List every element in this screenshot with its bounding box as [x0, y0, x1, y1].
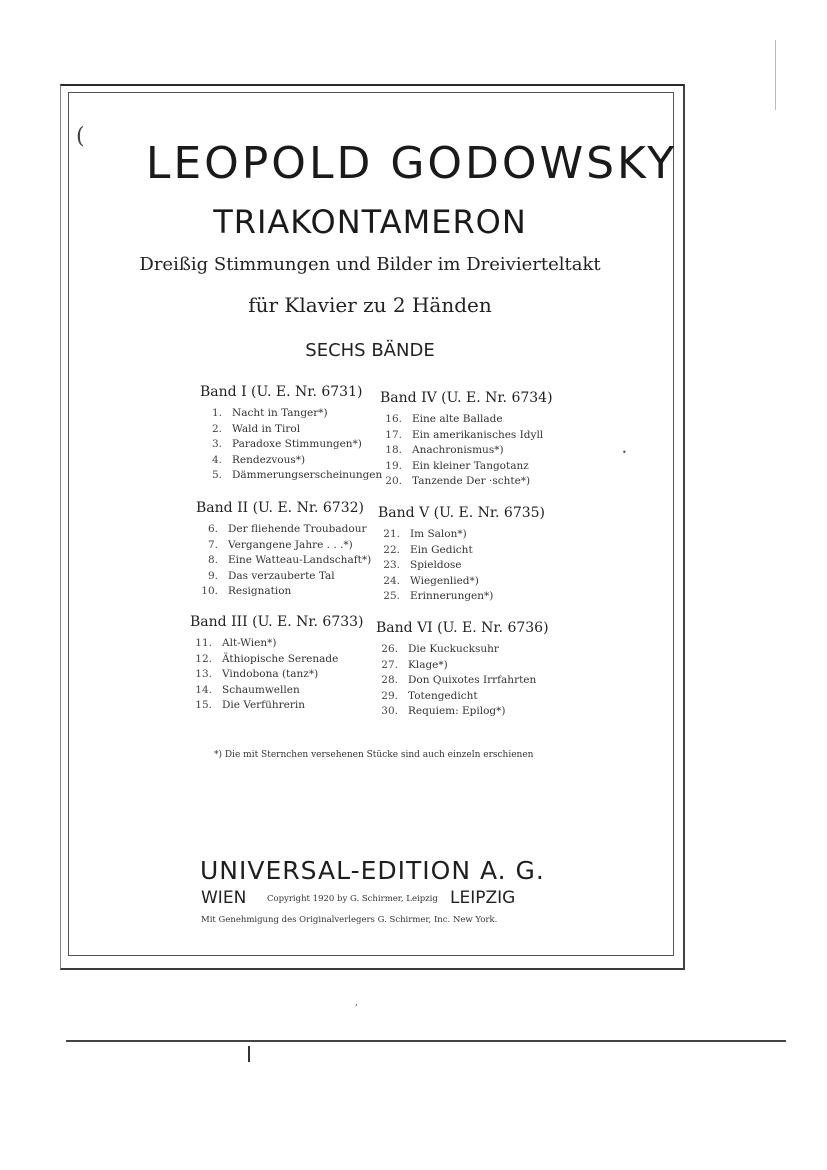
list-item: 2. Wald in Tirol: [211, 422, 301, 435]
publisher-name: UNIVERSAL-EDITION A. G.: [200, 856, 545, 885]
band-list: [376, 642, 549, 720]
list-item: 20. Tanzende Der ·schte*): [385, 475, 531, 487]
list-item: 13. Vindobona (tanz*): [195, 668, 319, 680]
list-item: 4. Rendezvous*): [211, 453, 306, 466]
list-item: 27. Klage*): [381, 658, 448, 671]
scan-mark: (: [76, 124, 85, 149]
band-4: [380, 390, 553, 490]
composer-name: LEOPOLD GODOWSKY: [145, 138, 678, 189]
copyright-notice: Copyright 1920 by G. Schirmer, Leipzig: [267, 894, 438, 904]
list-item: 11. Alt-Wien*): [195, 637, 277, 649]
work-title: TRIAKONTAMERON: [213, 203, 527, 241]
permission-notice: Mit Genehmigung des Originalverlegers G. Schirmer, Inc. New York.: [201, 915, 498, 925]
band-heading: Band VI (U. E. Nr. 6736): [376, 620, 549, 636]
list-item: 3. Paradoxe Stimmungen*): [211, 438, 362, 450]
list-item: 21. Im Salon*): [383, 528, 467, 540]
band-3: [190, 614, 364, 714]
footnote: *) Die mit Sternchen versehenen Stücke sind auch einzeln erschienen: [214, 750, 534, 760]
list-item: 28. Don Quixotes Irrfahrten: [381, 674, 537, 686]
scan-speck: •: [622, 448, 627, 457]
band-1: [200, 384, 382, 484]
list-item: 9. Das verzauberte Tal: [207, 569, 335, 582]
band-2: [196, 500, 371, 600]
list-item: 29. Totengedicht: [381, 689, 478, 702]
city-wien: WIEN: [201, 888, 247, 908]
list-item: 17. Ein amerikanisches Idyll: [385, 428, 544, 441]
band-6: [376, 620, 549, 720]
list-item: 5. Dämmerungserscheinungen: [211, 469, 383, 481]
scan-edge-line: [66, 1040, 786, 1042]
subtitle: Dreißig Stimmungen und Bilder im Dreivierteltakt: [139, 254, 601, 275]
list-item: 15. Die Verführerin: [195, 699, 305, 711]
list-item: 12. Äthiopische Serenade: [195, 652, 339, 665]
list-item: 6. Der fliehende Troubadour: [207, 523, 367, 535]
list-item: 24. Wiegenlied*): [383, 574, 479, 587]
list-item: 25. Erinnerungen*): [383, 590, 494, 602]
city-leipzig: LEIPZIG: [450, 888, 516, 908]
list-item: 10. Resignation: [201, 585, 292, 597]
band-5: [378, 505, 545, 605]
list-item: 26. Die Kuckucksuhr: [381, 643, 499, 655]
list-item: 16. Eine alte Ballade: [385, 413, 503, 425]
band-list: [196, 522, 371, 600]
band-heading: Band I (U. E. Nr. 6731): [200, 384, 363, 400]
band-list: [190, 636, 364, 714]
band-heading: Band IV (U. E. Nr. 6734): [380, 390, 553, 406]
band-list: [200, 406, 382, 484]
list-item: 14. Schaumwellen: [195, 683, 300, 696]
band-heading: Band II (U. E. Nr. 6732): [196, 500, 364, 516]
list-item: 8. Eine Watteau-Landschaft*): [207, 554, 372, 566]
band-list: [380, 412, 553, 490]
scan-mark: [248, 1046, 250, 1062]
scan-edge-line: [775, 40, 776, 110]
scan-speck: ,: [355, 998, 358, 1008]
band-heading: Band III (U. E. Nr. 6733): [190, 614, 364, 630]
band-heading: Band V (U. E. Nr. 6735): [378, 505, 546, 521]
band-list: [378, 527, 545, 605]
list-item: 30. Requiem: Epilog*): [381, 705, 506, 717]
list-item: 23. Spieldose: [383, 559, 462, 571]
list-item: 1. Nacht in Tanger*): [211, 407, 328, 419]
list-item: 22. Ein Gedicht: [383, 543, 473, 556]
list-item: 18. Anachronismus*): [385, 444, 504, 456]
instrumentation: für Klavier zu 2 Händen: [248, 293, 492, 317]
list-item: 7. Vergangene Jahre . . .*): [207, 538, 353, 551]
list-item: 19. Ein kleiner Tangotanz: [385, 459, 529, 472]
volumes-heading: SECHS BÄNDE: [305, 340, 435, 361]
